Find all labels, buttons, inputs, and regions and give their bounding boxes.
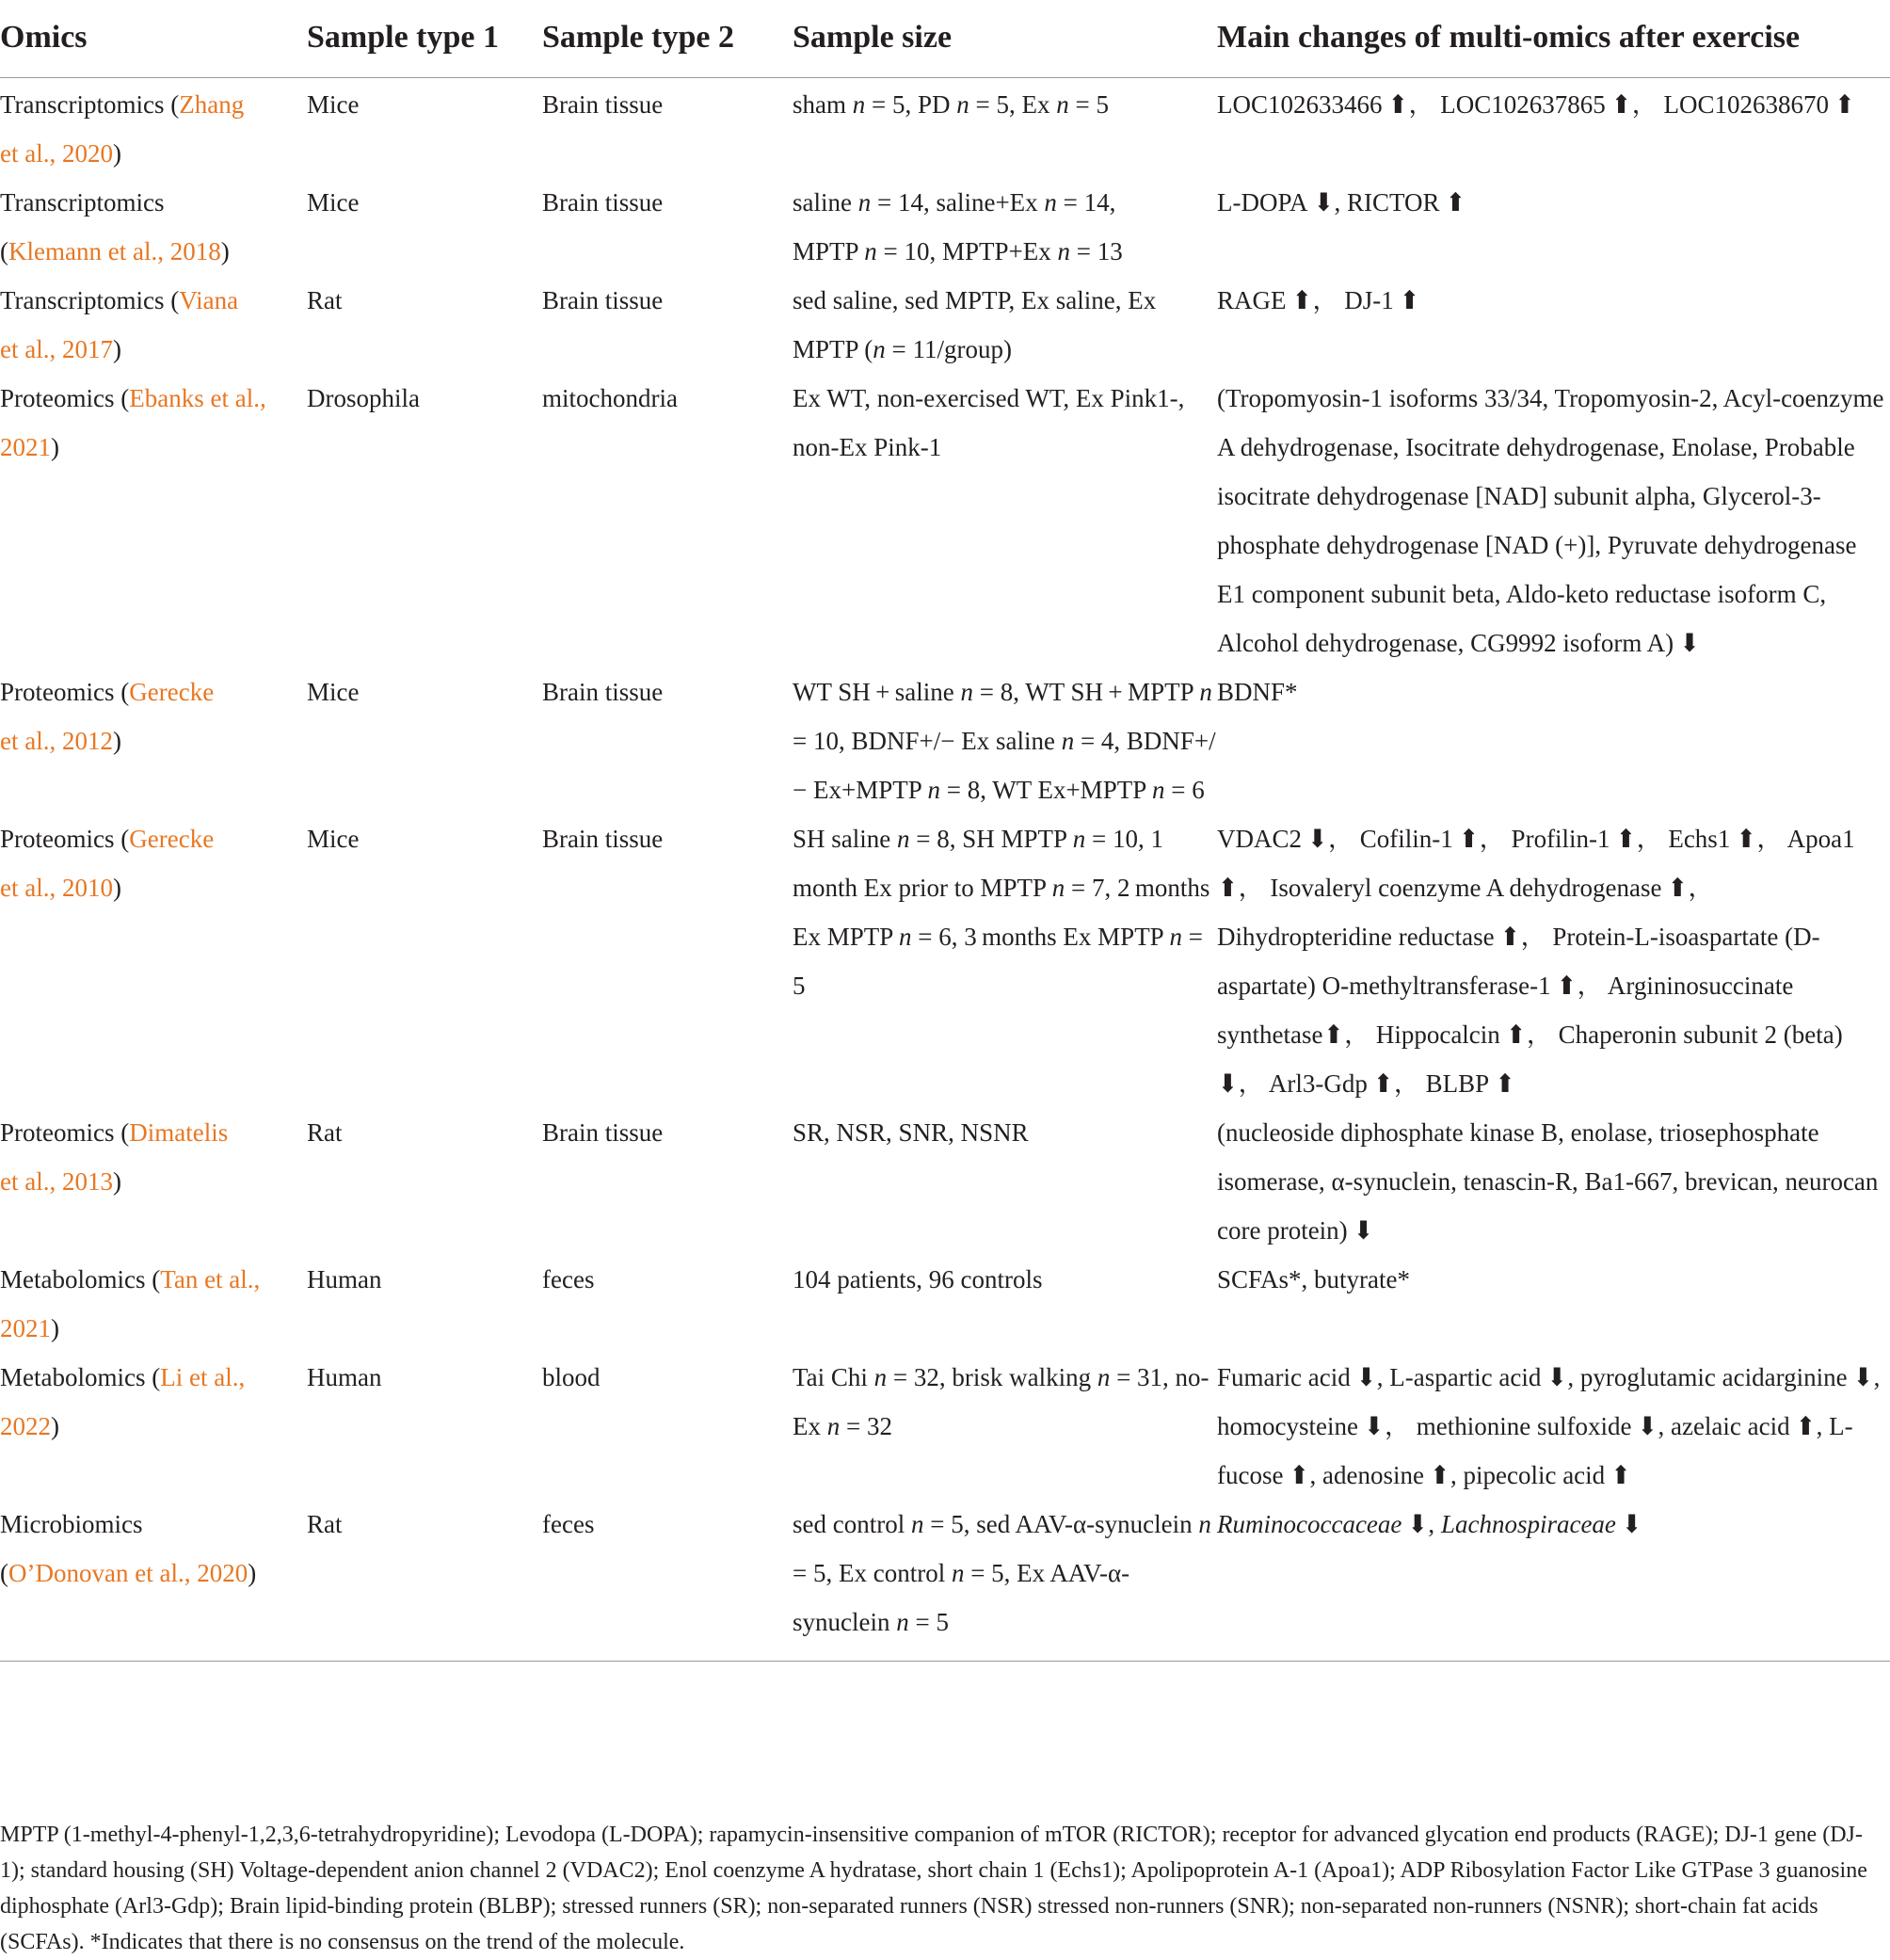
main-changes-cell: SCFAs*, butyrate* <box>1217 1265 1411 1293</box>
main-changes-cell: BDNF* <box>1217 678 1298 706</box>
reference-link[interactable]: Viana et al., 2017 <box>0 286 239 363</box>
reference-link[interactable]: Zhang et al., 2020 <box>0 90 245 168</box>
reference-link[interactable]: Dimatelis et al., 2013 <box>0 1118 229 1196</box>
main-changes-cell: Fumaric acid ⬇, L-aspartic acid ⬇, pyroglutamic acidarginine ⬇, homocysteine ⬇， methionine sulfoxide ⬇, azelaic acid ⬆, L-fucose ⬆, adenosine ⬆, pipecolic acid ⬆ <box>1217 1363 1881 1489</box>
main-changes-cell: VDAC2 ⬇， Cofilin-1 ⬆， Profilin-1 ⬆， Echs1 ⬆， Apoa1 ⬆， Isovaleryl coenzyme A dehydrogenase ⬆， Dihydropteridine reductase ⬆， Protein-L-isoaspartate (D-aspartate) O-methyltransferase-1 ⬆， Argininosuccinate synthetase⬆， Hippocalcin ⬆， Chaperonin subunit 2 (beta) ⬇， Arl3-Gdp ⬆， BLBP ⬆ <box>1217 825 1860 1098</box>
table-row <box>0 276 1890 374</box>
sample-type-1-cell: Mice <box>307 90 360 119</box>
header-sample-size: Sample size <box>793 0 1217 78</box>
reference-link[interactable]: Li et al., 2022 <box>0 1363 246 1440</box>
sample-type-2-cell: feces <box>542 1500 793 1662</box>
sample-size-cell: sed control n = 5, sed AAV-α-synuclein n = 5, Ex control n = 5, Ex AAV-α-synuclein n = 5 <box>793 1500 1217 1662</box>
sample-size-cell: 104 patients, 96 controls <box>793 1265 1043 1293</box>
sample-size-cell: WT SH + saline n = 8, WT SH + MPTP n = 10, BDNF+/− Ex saline n = 4, BDNF+/− Ex+MPTP n = 8, WT Ex+MPTP n = 6 <box>793 678 1216 804</box>
main-changes-cell: (nucleoside diphosphate kinase B, enolase, triosephosphate isomerase, α-synuclein, tenascin-R, Ba1-667, brevican, neurocan core protein) ⬇ <box>1217 1118 1879 1245</box>
reference-link[interactable]: Klemann et al., 2018 <box>8 237 221 265</box>
main-changes-cell: Ruminococcaceae ⬇, Lachnospiraceae ⬇ <box>1217 1500 1890 1662</box>
table-row <box>0 1108 1890 1255</box>
sample-type-2-cell: Brain tissue <box>542 188 664 217</box>
table-row <box>0 667 1890 814</box>
sample-size-cell: Tai Chi n = 32, brisk walking n = 31, no-Ex n = 32 <box>793 1363 1209 1440</box>
sample-type-2-cell: Brain tissue <box>542 678 664 706</box>
sample-type-2-cell: Brain tissue <box>542 825 664 853</box>
omics-cell: Proteomics (Gerecke et al., 2012) <box>0 678 215 755</box>
sample-type-1-cell: Drosophila <box>307 384 420 412</box>
header-main-changes: Main changes of multi-omics after exercise <box>1217 0 1890 78</box>
header-sample-type-1: Sample type 1 <box>307 0 542 78</box>
sample-size-cell: saline n = 14, saline+Ex n = 14, MPTP n = 10, MPTP+Ex n = 13 <box>793 188 1123 265</box>
sample-type-1-cell: Mice <box>307 188 360 217</box>
table-row <box>0 78 1890 179</box>
table-footnote: MPTP (1-methyl-4-phenyl-1,2,3,6-tetrahydropyridine); Levodopa (L-DOPA); rapamycin-insensitive companion of mTOR (RICTOR); receptor for advanced glycation end products (RAGE); DJ-1 gene (DJ-1); standard housing (SH) Voltage-dependent anion channel 2 (VDAC2); Enol coenzyme A hydratase, short chain 1 (Echs1); Apolipoprotein A-1 (Apoa1); ADP Ribosylation Factor Like GTPase 3 guanosine diphosphate (Arl3-Gdp); Brain lipid-binding protein (BLBP); stressed runners (SR); non-separated runners (NSR) stressed non-runners (SNR); non-separated non-runners (NSNR); short-chain fat acids (SCFAs). *Indicates that there is no consensus on the trend of the molecule. <box>0 1823 1867 1954</box>
main-changes-cell: (Tropomyosin-1 isoforms 33/34, Tropomyosin-2, Acyl-coenzyme A dehydrogenase, Isocitrate dehydrogenase, Enolase, Probable isocitrate dehydrogenase [NAD] subunit alpha, Glycerol-3-phosphate dehydrogenase [NAD (+)], Pyruvate dehydrogenase E1 component subunit beta, Aldo-keto reductase isoform C, Alcohol dehydrogenase, CG9992 isoform A) ⬇ <box>1217 384 1884 657</box>
sample-type-2-cell: Brain tissue <box>542 286 664 314</box>
header-sample-type-2: Sample type 2 <box>542 0 793 78</box>
sample-size-cell: sed saline, sed MPTP, Ex saline, Ex MPTP (n = 11/group) <box>793 286 1157 363</box>
main-changes-cell: LOC102633466 ⬆， LOC102637865 ⬆， LOC102638670 ⬆ <box>1217 90 1856 119</box>
omics-cell: Proteomics (Gerecke et al., 2010) <box>0 825 215 902</box>
sample-type-1-cell: Mice <box>307 678 360 706</box>
sample-size-cell: SH saline n = 8, SH MPTP n = 10, 1 month Ex prior to MPTP n = 7, 2 months Ex MPTP n = 6, 3 months Ex MPTP n = 5 <box>793 825 1210 1000</box>
reference-link[interactable]: Gerecke et al., 2010 <box>0 825 215 902</box>
sample-type-1-cell: Rat <box>307 286 343 314</box>
sample-type-2-cell: Brain tissue <box>542 1118 664 1147</box>
main-changes-cell: L-DOPA ⬇, RICTOR ⬆ <box>1217 188 1466 217</box>
table-row <box>0 374 1890 667</box>
header-omics: Omics <box>0 0 307 78</box>
omics-cell: Metabolomics (Li et al., 2022) <box>0 1363 246 1440</box>
omics-cell: Metabolomics (Tan et al., 2021) <box>0 1265 261 1342</box>
omics-cell: Transcriptomics (Klemann et al., 2018) <box>0 188 230 265</box>
omics-cell: Transcriptomics (Viana et al., 2017) <box>0 286 239 363</box>
reference-link[interactable]: Ebanks et al., 2021 <box>0 384 266 461</box>
sample-size-cell: sham n = 5, PD n = 5, Ex n = 5 <box>793 90 1109 119</box>
sample-type-1-cell: Mice <box>307 825 360 853</box>
sample-type-1-cell: Human <box>307 1265 382 1293</box>
omics-cell: Transcriptomics (Zhang et al., 2020) <box>0 90 245 168</box>
reference-link[interactable]: O’Donovan et al., 2020 <box>8 1559 248 1587</box>
table-row <box>0 1500 1890 1662</box>
omics-cell: Microbiomics (O’Donovan et al., 2020) <box>0 1500 307 1662</box>
table-row <box>0 178 1890 276</box>
sample-type-2-cell: feces <box>542 1265 595 1293</box>
sample-size-cell: SR, NSR, SNR, NSNR <box>793 1118 1029 1147</box>
table-header-row <box>0 0 1890 78</box>
reference-link[interactable]: Gerecke et al., 2012 <box>0 678 215 755</box>
table-row <box>0 1255 1890 1353</box>
table-row <box>0 814 1890 1108</box>
omics-cell: Proteomics (Dimatelis et al., 2013) <box>0 1118 229 1196</box>
sample-type-2-cell: mitochondria <box>542 384 678 412</box>
reference-link[interactable]: Tan et al., 2021 <box>0 1265 261 1342</box>
sample-size-cell: Ex WT, non-exercised WT, Ex Pink1-, non-Ex Pink-1 <box>793 384 1185 461</box>
omics-cell: Proteomics (Ebanks et al., 2021) <box>0 384 266 461</box>
sample-type-1-cell: Human <box>307 1363 382 1391</box>
table-row <box>0 1353 1890 1500</box>
sample-type-1-cell: Rat <box>307 1118 343 1147</box>
sample-type-1-cell: Rat <box>307 1500 542 1662</box>
sample-type-2-cell: blood <box>542 1363 601 1391</box>
main-changes-cell: RAGE ⬆， DJ-1 ⬆ <box>1217 286 1420 314</box>
sample-type-2-cell: Brain tissue <box>542 90 664 119</box>
